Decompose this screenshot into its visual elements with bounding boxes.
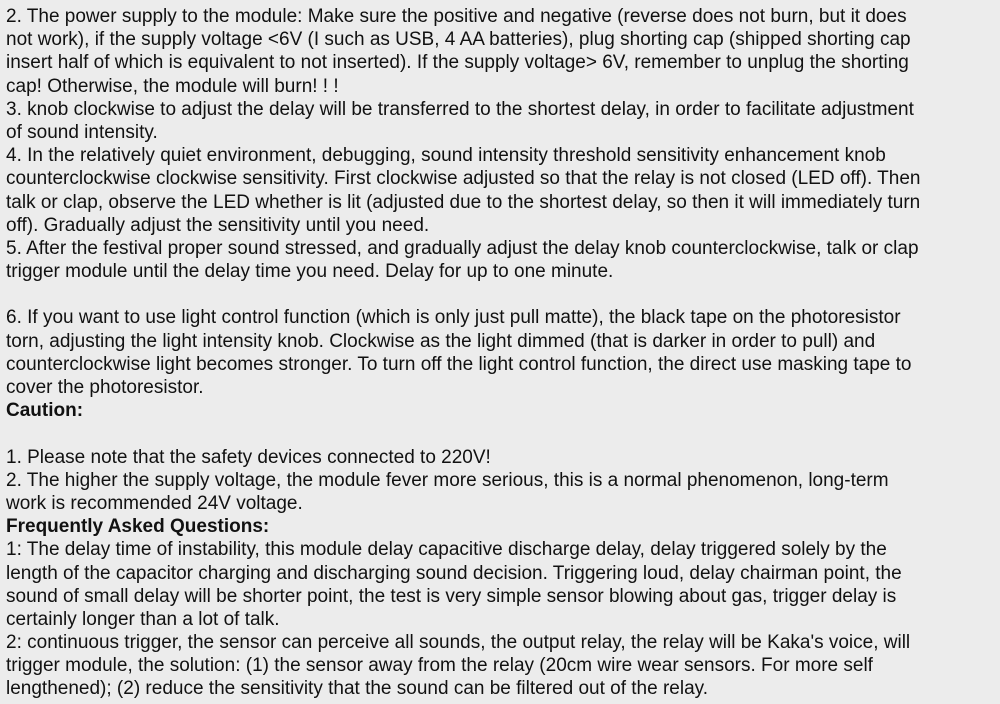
text-line: 4. In the relatively quiet environment, debugging, sound intensity threshold sensitivity enhancement knob <box>6 145 886 167</box>
text-line: work is recommended 24V voltage. <box>6 492 303 514</box>
text-line: 3. knob clockwise to adjust the delay will be transferred to the shortest delay, in order to facilitate adjustment <box>6 98 914 120</box>
text-line: insert half of which is equivalent to not inserted). If the supply voltage> 6V, remember to unplug the shorting <box>6 52 909 74</box>
text-line: length of the capacitor charging and discharging sound decision. Triggering loud, delay chairman point, the <box>6 562 902 584</box>
text-line: 2. The higher the supply voltage, the module fever more serious, this is a normal phenomenon, long-term <box>6 469 889 491</box>
text-line: cap! Otherwise, the module will burn! ! ! <box>6 75 339 97</box>
text-line: certainly longer than a lot of talk. <box>6 608 280 630</box>
text-line: cover the photoresistor. <box>6 377 204 398</box>
text-line: 2: continuous trigger, the sensor can perceive all sounds, the output relay, the relay will be Kaka's voice, will <box>6 632 911 654</box>
text-line: counterclockwise light becomes stronger. To turn off the light control function, the direct use masking tape to <box>6 353 912 375</box>
text-line: trigger module, the solution: (1) the sensor away from the relay (20cm wire wear sensors. For more self <box>6 655 873 677</box>
text-line: trigger module until the delay time you need. Delay for up to one minute. <box>6 261 614 283</box>
text-line: not work), if the supply voltage <6V (I such as USB, 4 AA batteries), plug shorting cap (shipped shorting cap <box>6 29 911 51</box>
text-line: sound of small delay will be shorter point, the test is very simple sensor blowing about gas, trigger delay is <box>6 585 897 607</box>
text-line: off). Gradually adjust the sensitivity until you need. <box>6 214 430 236</box>
caution-heading: Caution: <box>6 400 84 422</box>
blank-line <box>6 283 1000 306</box>
text-line: 1. Please note that the safety devices connected to 220V! <box>6 446 491 468</box>
text-line: talk or clap, observe the LED whether is lit (adjusted due to the shortest delay, so then it will immediately turn <box>6 191 921 213</box>
text-line: counterclockwise clockwise sensitivity. First clockwise adjusted so that the relay is not closed (LED off). Then <box>6 168 921 190</box>
blank-line <box>6 422 1000 445</box>
text-line: 1: The delay time of instability, this module delay capacitive discharge delay, delay triggered solely by the <box>6 539 887 561</box>
text-line: 5. After the festival proper sound stressed, and gradually adjust the delay knob counterclockwise, talk or clap <box>6 237 919 259</box>
text-line: 2. The power supply to the module: Make sure the positive and negative (reverse does not burn, but it does <box>6 6 907 27</box>
text-line: 6. If you want to use light control function (which is only just pull matte), the black tape on the photoresistor <box>6 307 901 329</box>
faq-heading: Frequently Asked Questions: <box>6 516 270 538</box>
text-line: torn, adjusting the light intensity knob. Clockwise as the light dimmed (that is darker in order to pull) and <box>6 330 876 352</box>
text-line: lengthened); (2) reduce the sensitivity that the sound can be filtered out of the relay. <box>6 678 709 700</box>
text-line: of sound intensity. <box>6 121 158 143</box>
